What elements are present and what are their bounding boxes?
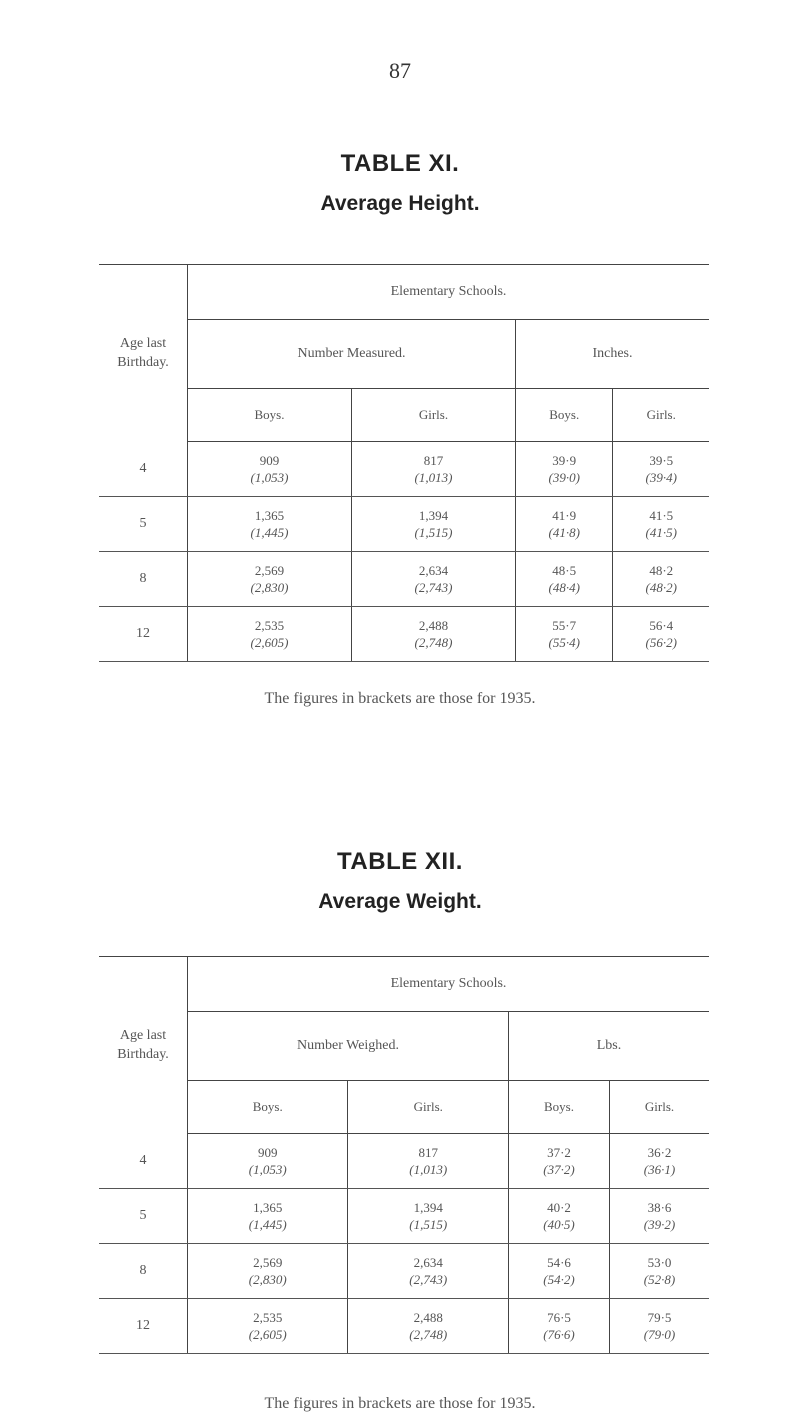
table-subtitle: Average Height. xyxy=(320,192,480,215)
value-cell xyxy=(515,552,612,607)
current-value: 817 xyxy=(423,453,444,468)
prior-value: (2,743) xyxy=(409,1272,448,1287)
value-cell xyxy=(348,1299,509,1354)
prior-value: (39·0) xyxy=(548,470,580,485)
prior-value: (41·5) xyxy=(645,525,677,540)
current-value: 909 xyxy=(257,1145,278,1160)
value-cell xyxy=(610,1189,709,1244)
age-cell: 8 xyxy=(99,1244,188,1299)
value-cell xyxy=(188,1299,348,1354)
table-row xyxy=(99,442,709,497)
prior-value: (2,830) xyxy=(248,1272,287,1287)
current-value: 48·5 xyxy=(552,563,577,578)
table-row xyxy=(99,607,709,662)
count-header: Number Measured. xyxy=(188,320,516,389)
value-cell xyxy=(351,552,515,607)
sub-header-boys: Boys. xyxy=(188,1081,348,1134)
weight-table xyxy=(99,956,709,1354)
prior-value: (2,605) xyxy=(248,1327,287,1342)
current-value: 2,634 xyxy=(418,563,449,578)
height-table xyxy=(99,264,709,662)
value-cell xyxy=(509,1189,610,1244)
age-cell: 12 xyxy=(99,1299,188,1354)
value-cell xyxy=(351,442,515,497)
current-value: 2,535 xyxy=(254,618,285,633)
current-value: 1,394 xyxy=(413,1200,443,1215)
current-value: 37·2 xyxy=(547,1145,571,1160)
current-value: 2,488 xyxy=(418,618,449,633)
value-cell xyxy=(610,1299,709,1354)
value-cell xyxy=(610,1134,709,1189)
unit-header: Lbs. xyxy=(509,1012,709,1081)
current-value: 56·4 xyxy=(649,618,674,633)
value-cell xyxy=(351,497,515,552)
current-value: 48·2 xyxy=(649,563,674,578)
current-value: 76·5 xyxy=(547,1310,571,1325)
table-row xyxy=(99,1244,709,1299)
footnote: The figures in brackets are those for 1935. xyxy=(264,1395,536,1412)
table-row xyxy=(99,1189,709,1244)
prior-value: (1,013) xyxy=(414,470,453,485)
prior-value: (36·1) xyxy=(643,1162,676,1177)
current-value: 2,569 xyxy=(253,1255,283,1270)
current-value: 1,365 xyxy=(253,1200,283,1215)
age-cell: 12 xyxy=(99,607,188,662)
sub-header-girls: Girls. xyxy=(348,1081,509,1134)
prior-value: (56·2) xyxy=(645,635,677,650)
prior-value: (48·4) xyxy=(548,580,580,595)
age-header: Age last Birthday. xyxy=(99,265,188,442)
prior-value: (1,515) xyxy=(414,525,453,540)
value-cell xyxy=(613,607,709,662)
prior-value: (39·4) xyxy=(645,470,677,485)
value-cell xyxy=(348,1244,509,1299)
page-number: 87 xyxy=(389,58,411,83)
value-cell xyxy=(188,1134,348,1189)
prior-value: (2,830) xyxy=(250,580,289,595)
current-value: 2,488 xyxy=(413,1310,443,1325)
prior-value: (79·0) xyxy=(643,1327,676,1342)
current-value: 54·6 xyxy=(547,1255,571,1270)
current-value: 55·7 xyxy=(552,618,577,633)
current-value: 36·2 xyxy=(647,1145,672,1160)
prior-value: (1,053) xyxy=(248,1162,287,1177)
prior-value: (1,053) xyxy=(250,470,289,485)
table-row xyxy=(99,1299,709,1354)
table-xii-block xyxy=(0,848,800,1412)
value-cell xyxy=(613,442,709,497)
prior-value: (2,743) xyxy=(414,580,453,595)
sub-header-boys: Boys. xyxy=(188,389,352,442)
prior-value: (1,445) xyxy=(248,1217,287,1232)
value-cell xyxy=(515,497,612,552)
table-row xyxy=(99,497,709,552)
current-value: 1,394 xyxy=(418,508,449,523)
value-cell xyxy=(188,442,352,497)
value-cell xyxy=(351,607,515,662)
current-value: 1,365 xyxy=(254,508,285,523)
current-value: 2,634 xyxy=(413,1255,443,1270)
table-row xyxy=(99,552,709,607)
table-row xyxy=(99,1134,709,1189)
prior-value: (41·8) xyxy=(548,525,580,540)
age-cell: 4 xyxy=(99,442,188,497)
value-cell xyxy=(188,607,352,662)
value-cell xyxy=(515,442,612,497)
prior-value: (37·2) xyxy=(543,1162,575,1177)
value-cell xyxy=(509,1134,610,1189)
value-cell xyxy=(509,1244,610,1299)
age-cell: 5 xyxy=(99,497,188,552)
prior-value: (2,605) xyxy=(250,635,289,650)
value-cell xyxy=(188,1189,348,1244)
age-cell: 5 xyxy=(99,1189,188,1244)
prior-value: (40·5) xyxy=(543,1217,575,1232)
current-value: 40·2 xyxy=(547,1200,571,1215)
sub-header-boys: Boys. xyxy=(515,389,612,442)
age-cell: 8 xyxy=(99,552,188,607)
value-cell xyxy=(348,1189,509,1244)
footnote: The figures in brackets are those for 1935. xyxy=(264,690,536,707)
sub-header-girls: Girls. xyxy=(351,389,515,442)
current-value: 2,569 xyxy=(254,563,285,578)
value-cell xyxy=(188,552,352,607)
unit-header: Inches. xyxy=(515,320,709,389)
table-title: TABLE XII. xyxy=(337,848,463,875)
prior-value: (2,748) xyxy=(414,635,453,650)
current-value: 38·6 xyxy=(647,1200,672,1215)
current-value: 817 xyxy=(418,1145,438,1160)
sub-header-girls: Girls. xyxy=(613,389,709,442)
prior-value: (52·8) xyxy=(643,1272,676,1287)
prior-value: (1,515) xyxy=(409,1217,448,1232)
prior-value: (1,013) xyxy=(409,1162,448,1177)
value-cell xyxy=(610,1244,709,1299)
value-cell xyxy=(348,1134,509,1189)
table-title: TABLE XI. xyxy=(340,150,460,177)
group-header: Elementary Schools. xyxy=(188,957,710,1012)
value-cell xyxy=(613,497,709,552)
current-value: 41·9 xyxy=(552,508,577,523)
prior-value: (48·2) xyxy=(645,580,677,595)
current-value: 41·5 xyxy=(649,508,674,523)
prior-value: (2,748) xyxy=(409,1327,448,1342)
current-value: 39·9 xyxy=(552,453,577,468)
current-value: 909 xyxy=(259,453,280,468)
table-subtitle: Average Weight. xyxy=(318,890,482,913)
table-xi-block xyxy=(0,150,800,707)
sub-header-boys: Boys. xyxy=(509,1081,610,1134)
prior-value: (55·4) xyxy=(548,635,580,650)
prior-value: (54·2) xyxy=(543,1272,575,1287)
current-value: 2,535 xyxy=(253,1310,283,1325)
current-value: 39·5 xyxy=(649,453,674,468)
prior-value: (76·6) xyxy=(543,1327,575,1342)
age-header: Age last Birthday. xyxy=(99,957,188,1134)
group-header: Elementary Schools. xyxy=(188,265,710,320)
count-header: Number Weighed. xyxy=(188,1012,509,1081)
age-cell: 4 xyxy=(99,1134,188,1189)
sub-header-girls: Girls. xyxy=(610,1081,709,1134)
current-value: 79·5 xyxy=(647,1310,672,1325)
current-value: 53·0 xyxy=(647,1255,672,1270)
prior-value: (39·2) xyxy=(643,1217,676,1232)
value-cell xyxy=(188,1244,348,1299)
value-cell xyxy=(515,607,612,662)
value-cell xyxy=(509,1299,610,1354)
value-cell xyxy=(613,552,709,607)
value-cell xyxy=(188,497,352,552)
prior-value: (1,445) xyxy=(250,525,289,540)
